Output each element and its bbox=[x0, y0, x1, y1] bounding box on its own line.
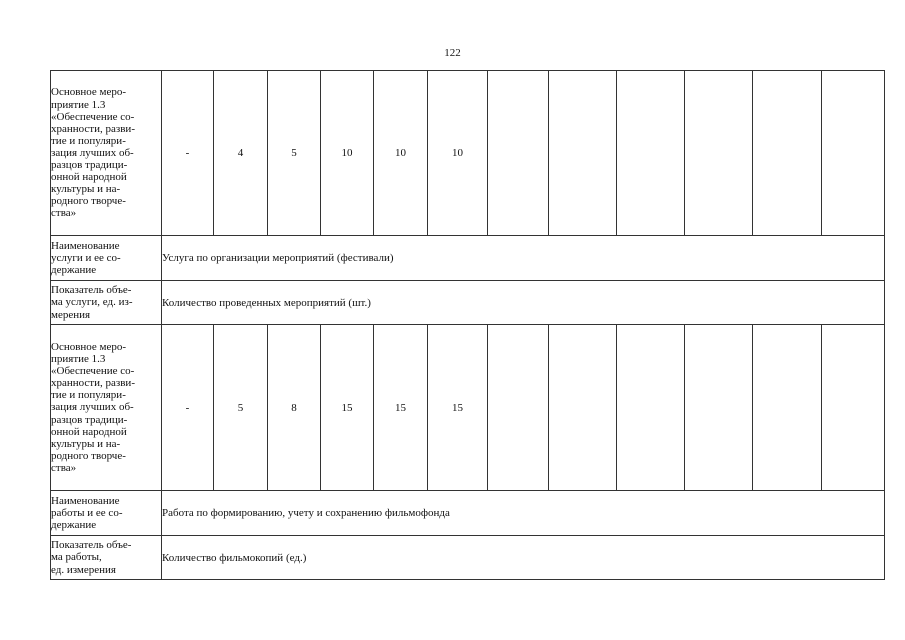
row-label bbox=[51, 325, 162, 491]
label-line: ма услуги, ед. из- bbox=[51, 296, 133, 309]
label-line: ства» bbox=[51, 207, 77, 220]
value-cell: 15 bbox=[428, 325, 488, 491]
label-line: зация лучших об- bbox=[51, 401, 134, 414]
row-label bbox=[51, 236, 162, 281]
value-cell: 4 bbox=[214, 71, 268, 236]
label-line: Наименование bbox=[51, 494, 120, 507]
work-description: Работа по формированию, учету и сохранению фильмофонда bbox=[162, 491, 885, 536]
label-line: держание bbox=[51, 519, 97, 532]
value-cell bbox=[685, 71, 753, 236]
label-line: держание bbox=[51, 264, 97, 277]
label-line: мерения bbox=[51, 308, 91, 321]
label-line: Наименование bbox=[51, 239, 120, 252]
label-line: зация лучших об- bbox=[51, 146, 134, 159]
value-cell: 8 bbox=[268, 325, 321, 491]
label-line: Показатель объе- bbox=[51, 284, 132, 297]
value-cell: - bbox=[162, 325, 214, 491]
label-line: разцов традици- bbox=[51, 159, 128, 172]
value-cell: 5 bbox=[214, 325, 268, 491]
value-cell bbox=[549, 325, 617, 491]
label-line: ед. измерения bbox=[51, 563, 116, 576]
value-cell: 15 bbox=[374, 325, 428, 491]
label-line: приятие 1.3 bbox=[51, 98, 106, 111]
value-cell bbox=[822, 325, 885, 491]
label-line: хранности, разви- bbox=[51, 122, 135, 135]
work-indicator-description: Количество фильмокопий (ед.) bbox=[162, 536, 885, 580]
label-line: работы и ее со- bbox=[51, 506, 123, 519]
row-label bbox=[51, 71, 162, 236]
value-cell: - bbox=[162, 71, 214, 236]
table-row-service-indicator bbox=[51, 281, 885, 325]
value-cell: 10 bbox=[428, 71, 488, 236]
label-line: родного творче- bbox=[51, 449, 126, 462]
label-line: Основное меро- bbox=[51, 86, 127, 99]
label-line: хранности, разви- bbox=[51, 377, 135, 390]
table-row-main-activity-1 bbox=[51, 71, 885, 236]
table-row-main-activity-2 bbox=[51, 325, 885, 491]
label-line: ма работы, bbox=[51, 551, 102, 564]
label-line: онной народной bbox=[51, 425, 127, 438]
value-cell bbox=[617, 325, 685, 491]
service-description: Услуга по организации мероприятий (фестивали) bbox=[162, 236, 885, 281]
value-cell bbox=[617, 71, 685, 236]
label-line: культуры и на- bbox=[51, 183, 121, 196]
value-cell bbox=[753, 325, 822, 491]
label-line: разцов традици- bbox=[51, 413, 128, 426]
value-cell bbox=[488, 71, 549, 236]
value-cell bbox=[685, 325, 753, 491]
value-cell bbox=[549, 71, 617, 236]
label-line: «Обеспечение со- bbox=[51, 110, 135, 123]
label-line: онной народной bbox=[51, 171, 127, 184]
label-line: Основное меро- bbox=[51, 340, 127, 353]
label-line: тие и популяри- bbox=[51, 389, 126, 402]
label-line: культуры и на- bbox=[51, 437, 121, 450]
label-line: «Обеспечение со- bbox=[51, 365, 135, 378]
label-line: родного творче- bbox=[51, 195, 126, 208]
page-number: 122 bbox=[444, 47, 461, 59]
label-line: услуги и ее со- bbox=[51, 251, 121, 264]
value-cell: 5 bbox=[268, 71, 321, 236]
label-line: ства» bbox=[51, 461, 77, 474]
program-table bbox=[50, 70, 885, 580]
table-row-work-indicator bbox=[51, 536, 885, 580]
row-label bbox=[51, 491, 162, 536]
label-line: приятие 1.3 bbox=[51, 353, 106, 366]
label-line: тие и популяри- bbox=[51, 134, 126, 147]
label-line: Показатель объе- bbox=[51, 539, 132, 552]
value-cell: 10 bbox=[374, 71, 428, 236]
table-row-work-name bbox=[51, 491, 885, 536]
row-label bbox=[51, 536, 162, 580]
value-cell: 10 bbox=[321, 71, 374, 236]
value-cell bbox=[488, 325, 549, 491]
value-cell bbox=[753, 71, 822, 236]
row-label bbox=[51, 281, 162, 325]
table-row-service-name bbox=[51, 236, 885, 281]
value-cell: 15 bbox=[321, 325, 374, 491]
indicator-description: Количество проведенных мероприятий (шт.) bbox=[162, 281, 885, 325]
value-cell bbox=[822, 71, 885, 236]
